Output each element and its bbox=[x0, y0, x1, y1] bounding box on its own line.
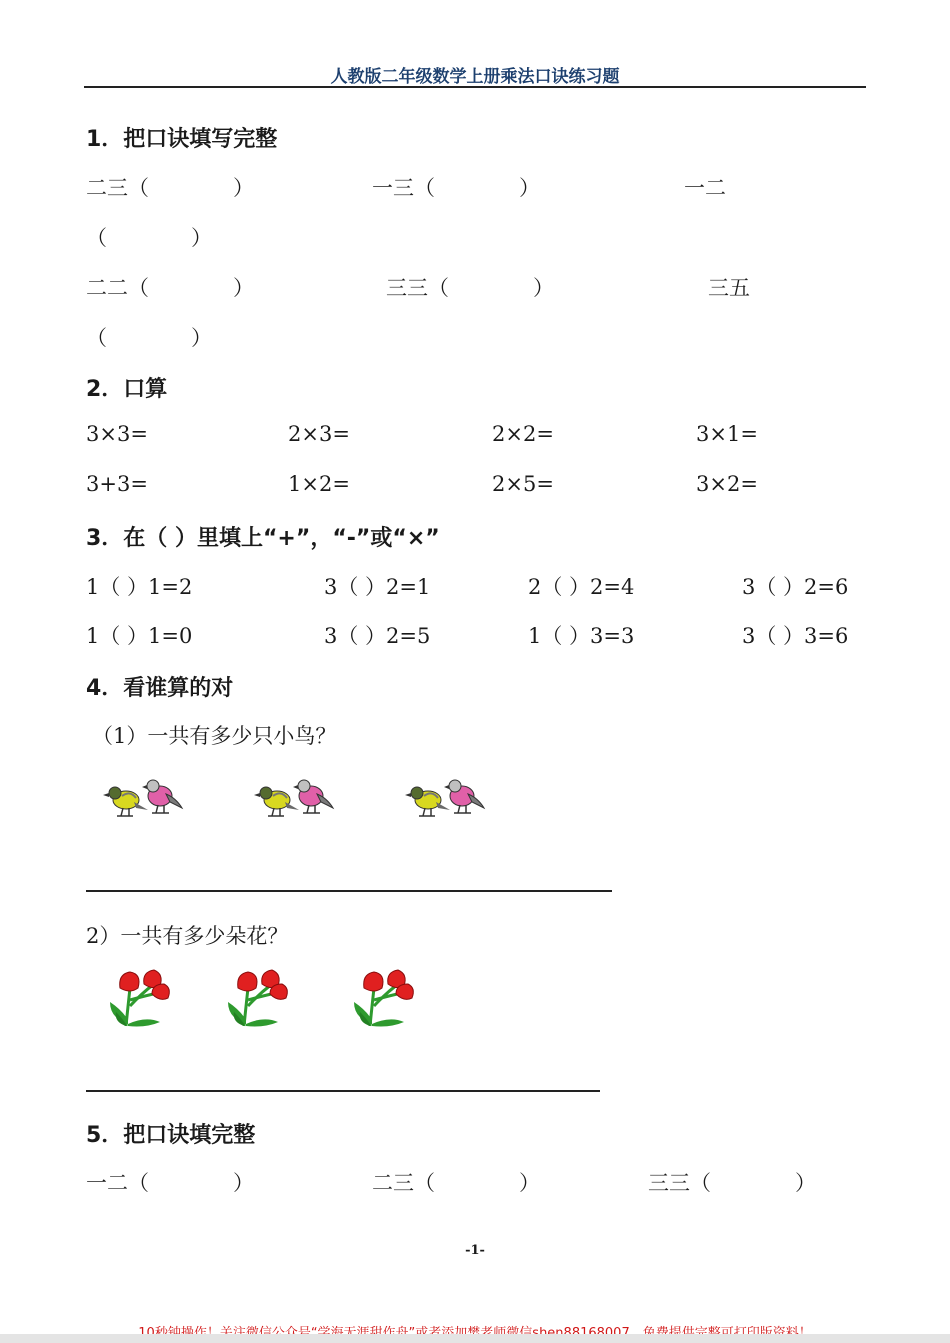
flower-2 bbox=[228, 970, 287, 1027]
bottom-strip bbox=[0, 1334, 950, 1343]
s2-item-2: 2×3= bbox=[288, 422, 350, 446]
question-flowers: 2）一共有多少朵花？ bbox=[86, 924, 289, 948]
flower-1 bbox=[110, 970, 169, 1027]
s1-item-5: 三三（ ） bbox=[386, 276, 554, 300]
s3-item-8: 3（ ）3=6 bbox=[742, 624, 849, 648]
section-5-title: 5．把口诀填完整 bbox=[86, 1123, 256, 1148]
s3-item-2: 3（ ）2=1 bbox=[324, 575, 431, 599]
s1-item-3: 一二 bbox=[684, 176, 726, 200]
s2-item-8: 3×2= bbox=[696, 472, 758, 496]
s2-item-4: 3×1= bbox=[696, 422, 758, 446]
s1-item-1: 二三（ ） bbox=[86, 176, 254, 200]
s3-item-5: 1（ ）1=0 bbox=[86, 624, 193, 648]
flower-3 bbox=[354, 970, 413, 1027]
section-2-title: 2．口算 bbox=[86, 377, 168, 402]
answer-line-flowers bbox=[86, 1090, 600, 1092]
section-3-title: 3．在（ ）里填上“+”，“-”或“×” bbox=[86, 526, 440, 551]
s2-item-5: 3+3= bbox=[86, 472, 148, 496]
s5-item-1: 一二（ ） bbox=[86, 1171, 254, 1195]
page-number: -1- bbox=[465, 1243, 485, 1258]
s5-item-3: 三三（ ） bbox=[648, 1171, 816, 1195]
s1-item-4: 二二（ ） bbox=[86, 276, 254, 300]
s3-item-7: 1（ ）3=3 bbox=[528, 624, 635, 648]
s3-item-6: 3（ ）2=5 bbox=[324, 624, 431, 648]
worksheet-title: 人教版二年级数学上册乘法口诀练习题 bbox=[330, 67, 620, 87]
s1-item-6-blank: （ ） bbox=[86, 326, 212, 350]
question-birds: （1）一共有多少只小鸟？ bbox=[92, 724, 337, 748]
section-4-title: 4．看谁算的对 bbox=[86, 676, 234, 701]
s1-item-6: 三五 bbox=[708, 276, 750, 300]
s2-item-7: 2×5= bbox=[492, 472, 554, 496]
s2-item-6: 1×2= bbox=[288, 472, 350, 496]
s3-item-3: 2（ ）2=4 bbox=[528, 575, 635, 599]
s3-item-1: 1（ ）1=2 bbox=[86, 575, 193, 599]
s2-item-3: 2×2= bbox=[492, 422, 554, 446]
section-1-title: 1．把口诀填写完整 bbox=[86, 127, 278, 152]
s1-item-3-blank: （ ） bbox=[86, 226, 212, 250]
s1-item-2: 一三（ ） bbox=[372, 176, 540, 200]
s5-item-2: 二三（ ） bbox=[372, 1171, 540, 1195]
s2-item-1: 3×3= bbox=[86, 422, 148, 446]
s3-item-4: 3（ ）2=6 bbox=[742, 575, 849, 599]
